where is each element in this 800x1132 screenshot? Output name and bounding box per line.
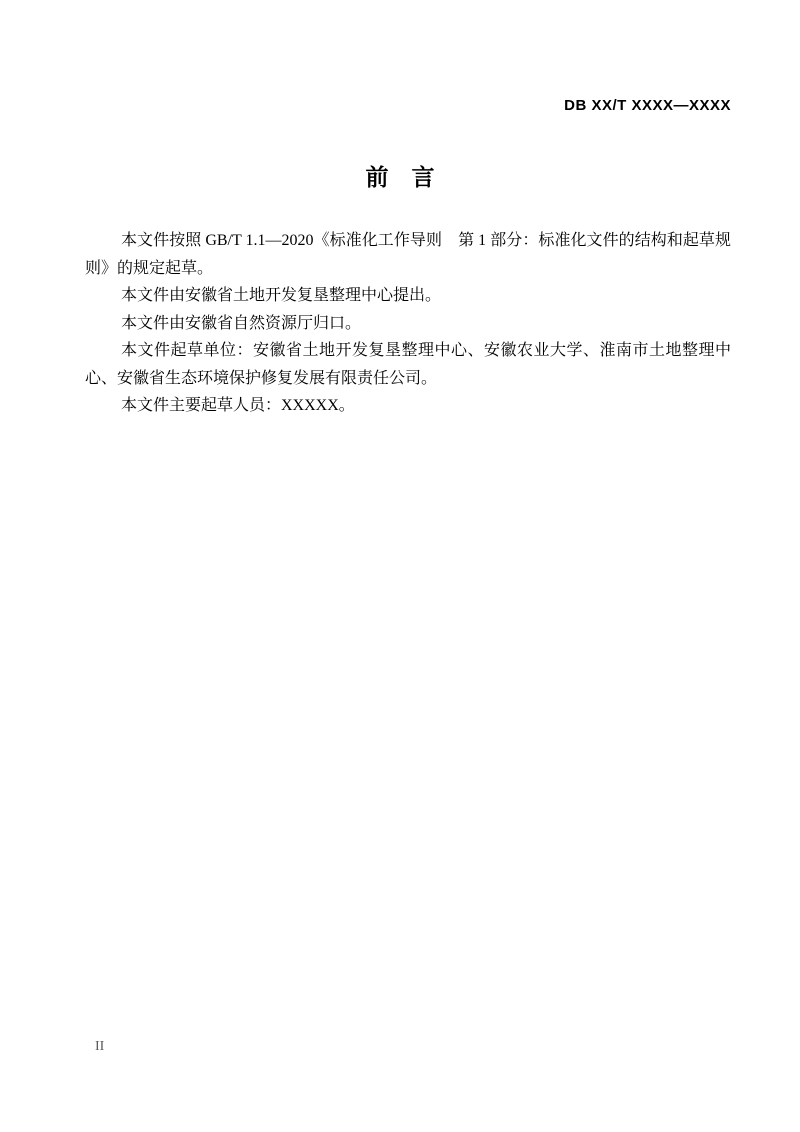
page-number: II — [95, 1039, 105, 1054]
foreword-body — [85, 227, 731, 420]
paragraph-drafters: 本文件主要起草人员：XXXXX。 — [121, 397, 355, 414]
paragraph-proposed-by: 本文件由安徽省土地开发复垦整理中心提出。 — [121, 287, 442, 304]
paragraph-drafting-organizations: 本文件起草单位：安徽省土地开发复垦整理中心、安徽农业大学、淮南市土地整理中心、安徽省生态环境保护修复发展有限责任公司。 — [85, 342, 731, 387]
foreword-title: 前 言 — [365, 164, 435, 190]
paragraph-basis: 本文件按照 GB/T 1.1—2020《标准化工作导则 第 1 部分：标准化文件的结构和起草规则》的规定起草。 — [85, 232, 731, 277]
paragraph-centralized-by: 本文件由安徽省自然资源厅归口。 — [121, 314, 362, 332]
standard-code-header: DB XX/T XXXX—XXXX — [564, 97, 731, 114]
